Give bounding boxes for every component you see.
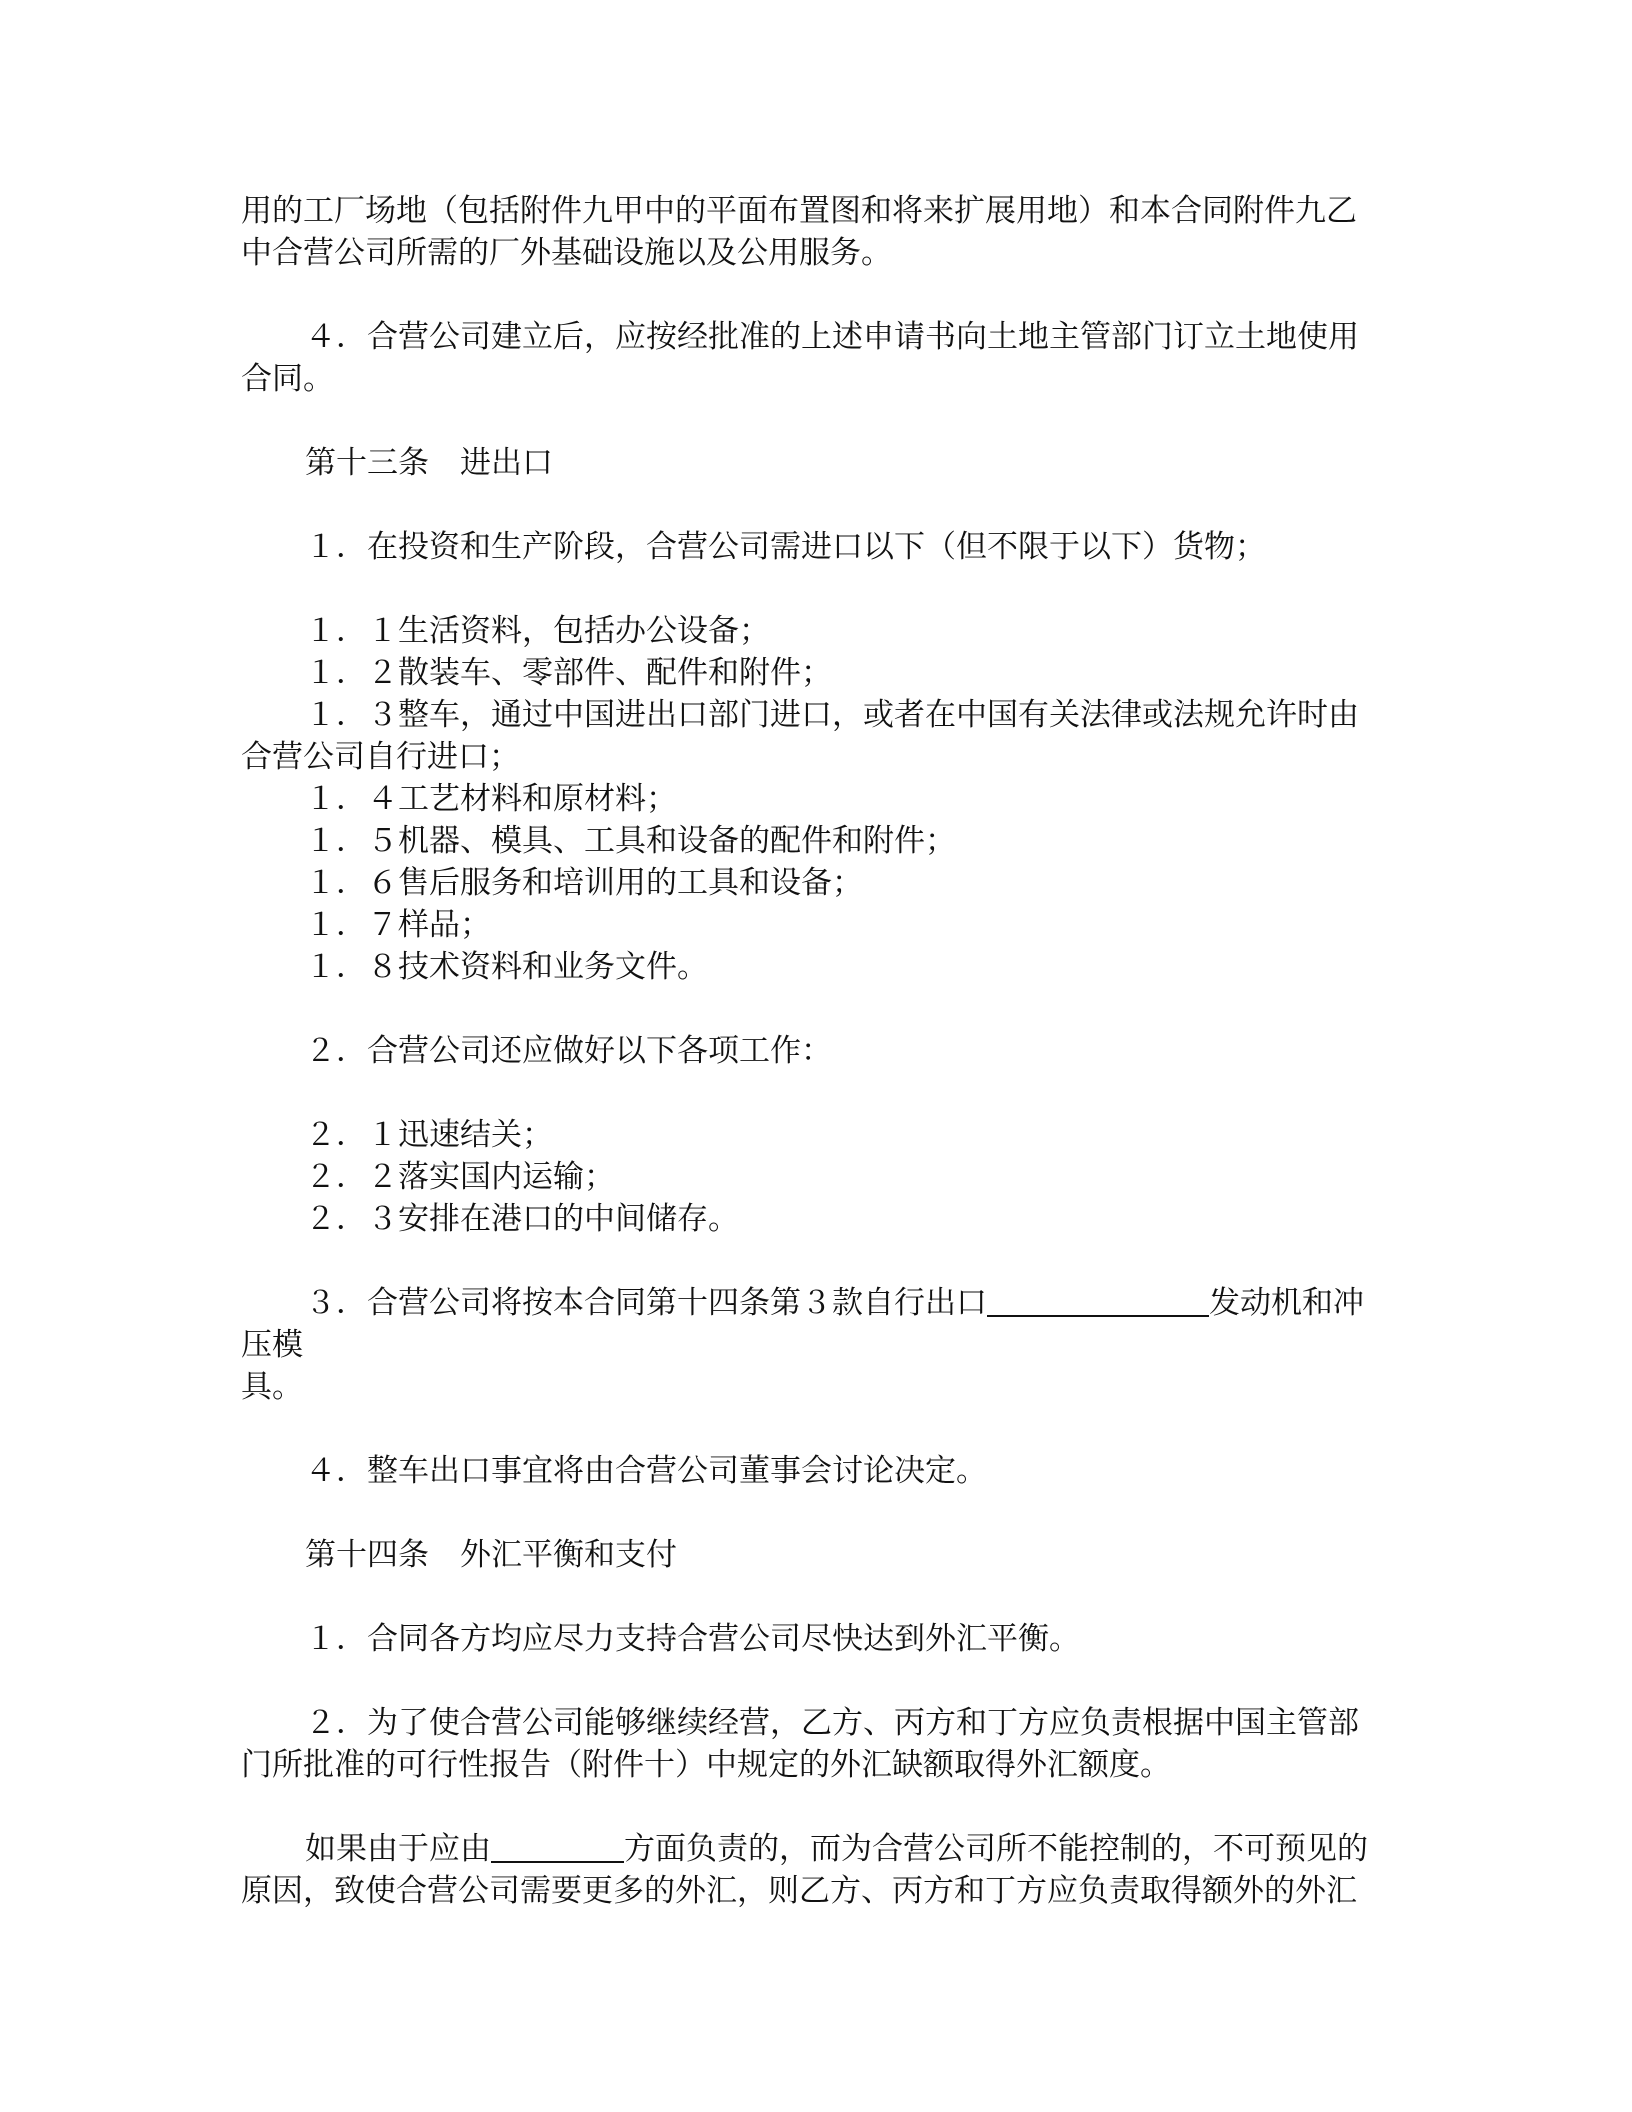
para-text-before-blank: 如果由于应由: [305, 1831, 491, 1867]
document-body: [241, 190, 1391, 1912]
article-13-item-4: ４．整车出口事宜将由合营公司董事会讨论决定。: [305, 1453, 987, 1489]
para-text-after-blank: 方面负责的，而为合营公司所不能控制的，不可预见的: [624, 1831, 1368, 1867]
article-13-sub-1-4: １．４工艺材料和原材料；: [305, 781, 677, 817]
clause-4-land-line-2: 合同。: [241, 361, 334, 397]
paragraph-gap: [241, 988, 1391, 1030]
article-13-sub-1-7: １．７样品；: [305, 907, 491, 943]
clause-4-land-line-1: ４．合营公司建立后，应按经批准的上述申请书向土地主管部门订立土地使用: [305, 319, 1359, 355]
article-13-sub-1-8: １．８技术资料和业务文件。: [305, 949, 708, 985]
paragraph-gap: [241, 1240, 1391, 1282]
paragraph-gap: [241, 568, 1391, 610]
article-13-sub-1-5: １．５机器、模具、工具和设备的配件和附件；: [305, 823, 956, 859]
article-13-item-3-line-1: [241, 1282, 1391, 1324]
paragraph-gap: [241, 1408, 1391, 1450]
fill-in-blank: [987, 1285, 1209, 1317]
paragraph-gap: [241, 1576, 1391, 1618]
paragraph-gap: [241, 484, 1391, 526]
article-13-item-3-line-2: 压模: [241, 1327, 303, 1363]
article-14-para-line-1: [241, 1828, 1391, 1870]
article-13-sub-1-6: １．６售后服务和培训用的工具和设备；: [305, 865, 863, 901]
article-14-heading: 第十四条 外汇平衡和支付: [305, 1537, 677, 1573]
text-line: 中合营公司所需的厂外基础设施以及公用服务。: [241, 235, 892, 271]
article-13-sub-2-1: ２．１迅速结关；: [305, 1117, 553, 1153]
item-3-text-before-blank: ３．合营公司将按本合同第十四条第３款自行出口: [305, 1285, 987, 1321]
article-14-item-1: １．合同各方均应尽力支持合营公司尽快达到外汇平衡。: [305, 1621, 1080, 1657]
paragraph-gap: [241, 400, 1391, 442]
article-13-item-2: ２．合营公司还应做好以下各项工作：: [305, 1033, 832, 1069]
article-13-sub-1-3-line-2: 合营公司自行进口；: [241, 739, 520, 775]
text-line: 用的工厂场地（包括附件九甲中的平面布置图和将来扩展用地）和本合同附件九乙: [241, 193, 1357, 229]
paragraph-gap: [241, 1072, 1391, 1114]
article-13-item-1: １．在投资和生产阶段，合营公司需进口以下（但不限于以下）货物；: [305, 529, 1266, 565]
paragraph-gap: [241, 274, 1391, 316]
paragraph-gap: [241, 1492, 1391, 1534]
article-13-sub-1-1: １．１生活资料，包括办公设备；: [305, 613, 770, 649]
article-13-sub-2-2: ２．２落实国内运输；: [305, 1159, 615, 1195]
article-14-item-2-line-1: ２．为了使合营公司能够继续经营，乙方、丙方和丁方应负责根据中国主管部: [305, 1705, 1359, 1741]
fill-in-blank: [491, 1831, 624, 1863]
article-13-sub-1-2: １．２散装车、零部件、配件和附件；: [305, 655, 832, 691]
article-13-sub-2-3: ２．３安排在港口的中间储存。: [305, 1201, 739, 1237]
paragraph-gap: [241, 1786, 1391, 1828]
article-14-para-line-2: 原因，致使合营公司需要更多的外汇，则乙方、丙方和丁方应负责取得额外的外汇: [241, 1873, 1357, 1909]
article-14-item-2-line-2: 门所批准的可行性报告（附件十）中规定的外汇缺额取得外汇额度。: [241, 1747, 1171, 1783]
article-13-sub-1-3-line-1: １．３整车，通过中国进出口部门进口，或者在中国有关法律或法规允许时由: [305, 697, 1359, 733]
article-13-heading: 第十三条 进出口: [305, 445, 553, 481]
paragraph-gap: [241, 1660, 1391, 1702]
item-3-text-after-blank: 发动机和冲: [1209, 1285, 1364, 1321]
article-13-item-3-line-3: 具。: [241, 1369, 303, 1405]
